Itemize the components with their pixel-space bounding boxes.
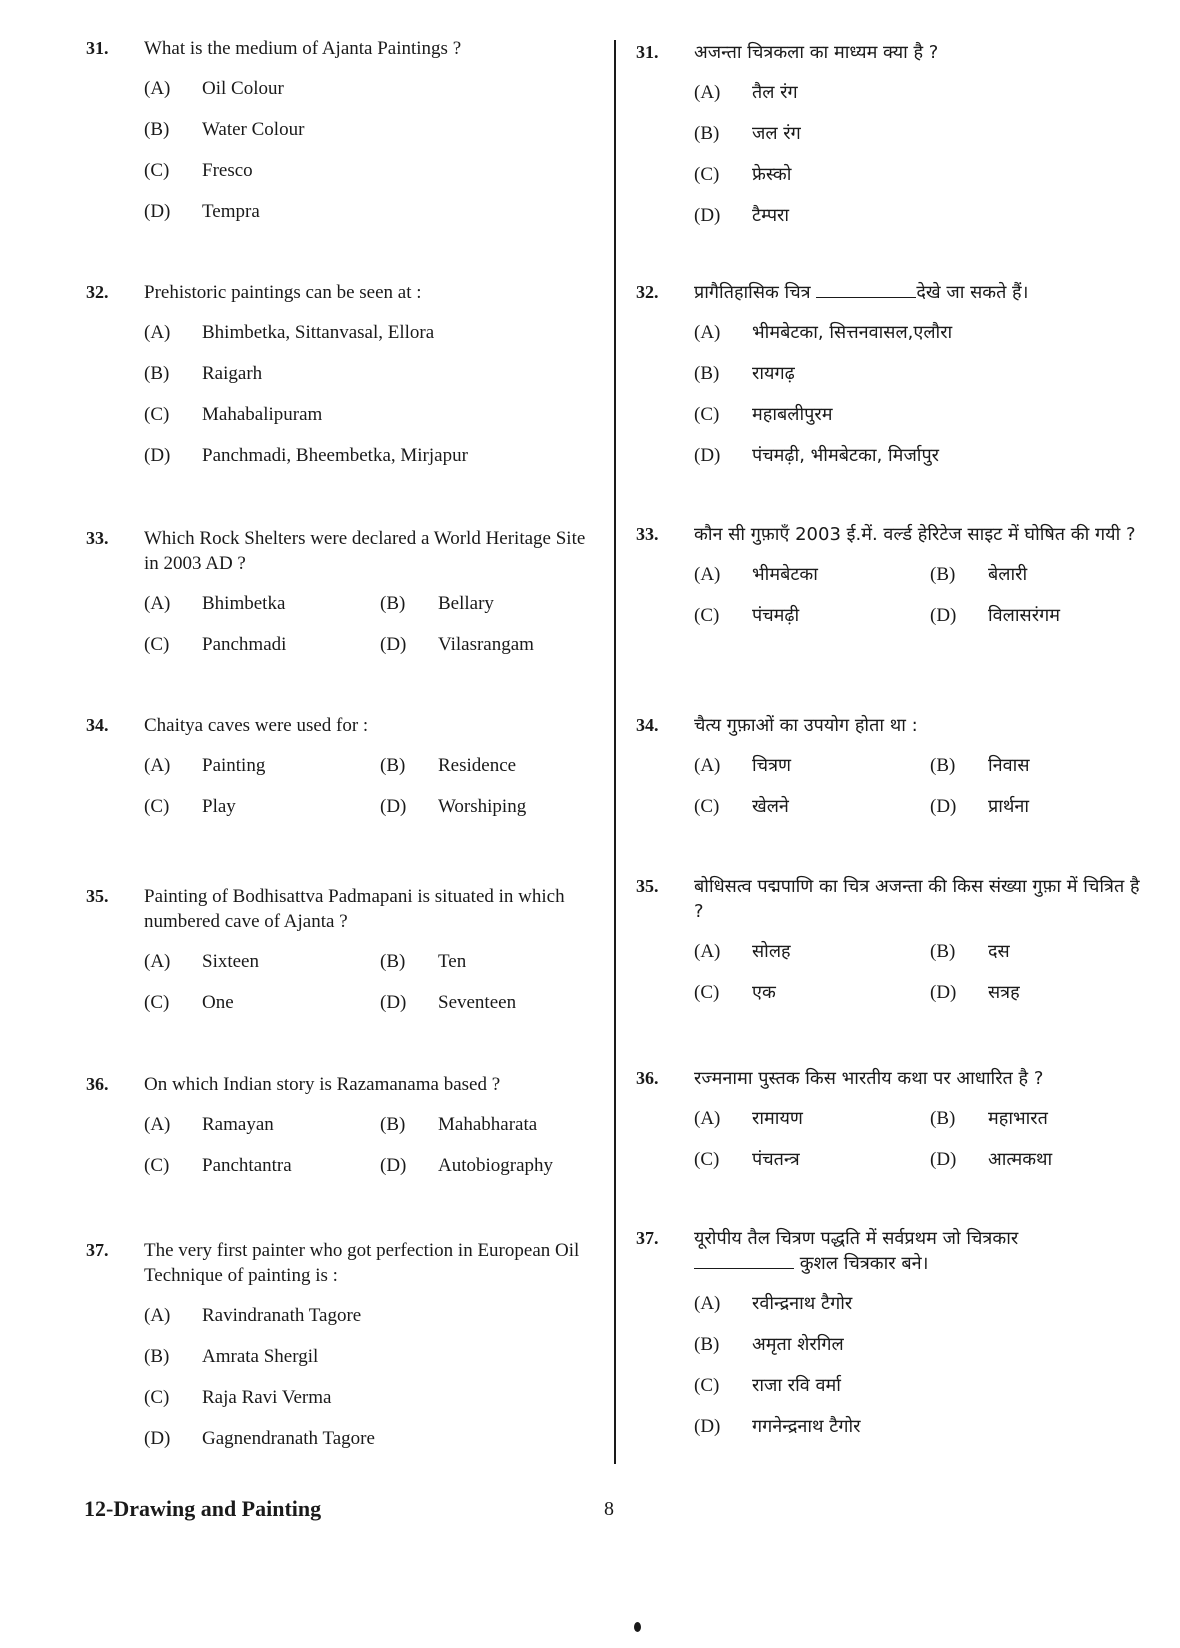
option-text: Play: [202, 796, 236, 817]
options-grid: [144, 949, 602, 1015]
question-31-en: [86, 36, 602, 240]
option-text: Panchtantra: [202, 1155, 292, 1176]
option-label: (C): [694, 404, 720, 425]
question-number: 36.: [636, 1068, 659, 1088]
question-number: 35.: [86, 886, 109, 906]
question-34-en: [86, 713, 602, 835]
option-text: एक: [752, 982, 776, 1003]
question-32-en: [86, 280, 602, 484]
option-text: Panchmadi, Bheembetka, Mirjapur: [202, 445, 468, 466]
option-text: रवीन्द्रनाथ टैगोर: [752, 1293, 853, 1314]
option-text: भीमबेटका, सित्तनवासल,एलौरा: [752, 322, 953, 343]
option-b: [694, 1332, 1152, 1357]
option-label: (A): [694, 941, 721, 962]
option-b: [144, 361, 602, 386]
question-text: Painting of Bodhisattva Padmapani is situated in which numbered cave of Ajanta ?: [144, 886, 565, 932]
option-label: (C): [144, 1155, 170, 1176]
question-text: रज्मनामा पुस्तक किस भारतीय कथा पर आधारित है ?: [694, 1068, 1044, 1089]
option-label: (A): [694, 564, 721, 585]
option-text: टैम्परा: [752, 205, 790, 226]
option-text: तैल रंग: [752, 82, 798, 103]
option-label: (B): [930, 755, 956, 776]
option-label: (A): [144, 322, 171, 343]
question-33-en: [86, 526, 602, 673]
options-list: [694, 320, 1152, 468]
options-row: [144, 1112, 602, 1137]
options-row: [144, 1153, 602, 1178]
options-list: [144, 320, 602, 468]
option-text: सोलह: [752, 941, 791, 962]
question-number: 34.: [86, 715, 109, 735]
option-label: (B): [930, 564, 956, 585]
option-d: [144, 199, 602, 224]
option-d: [144, 443, 602, 468]
footer-subject: 12-Drawing and Painting: [84, 1496, 322, 1521]
option-label: (A): [144, 78, 171, 99]
option-text: Ravindranath Tagore: [202, 1305, 362, 1326]
option-label: (D): [380, 796, 407, 817]
option-text: बेलारी: [988, 564, 1028, 585]
options-row: [694, 1147, 1152, 1172]
option-text: Water Colour: [202, 119, 305, 140]
option-label: (A): [144, 1305, 171, 1326]
question-text-before-blank: प्रागैतिहासिक चित्र: [694, 282, 811, 303]
option-label: (B): [694, 1334, 720, 1355]
question-number: 37.: [636, 1228, 659, 1248]
question-text: चैत्य गुफ़ाओं का उपयोग होता था :: [694, 715, 918, 736]
option-label: (C): [144, 796, 170, 817]
option-label: (A): [144, 755, 171, 776]
option-label: (B): [144, 119, 170, 140]
question-text-after-blank: देखे जा सकते हैं।: [916, 282, 1029, 303]
question-text: अजन्ता चित्रकला का माध्यम क्या है ?: [694, 42, 939, 63]
option-label: (B): [930, 1108, 956, 1129]
question-text: बोधिसत्व पद्मपाणि का चित्र अजन्ता की किस संख्या गुफ़ा में चित्रित है ?: [694, 876, 1140, 922]
question-text-after-blank: कुशल चित्रकार बने।: [799, 1253, 929, 1274]
option-label: (D): [380, 992, 407, 1013]
options-grid: [694, 562, 1152, 628]
option-label: (C): [144, 160, 170, 181]
question-text: The very first painter who got perfection in European Oil Technique of painting is :: [144, 1240, 580, 1286]
option-label: (C): [144, 992, 170, 1013]
option-label: (C): [144, 1387, 170, 1408]
option-text: Seventeen: [438, 992, 517, 1013]
option-label: (C): [694, 796, 720, 817]
option-c: [694, 162, 1152, 187]
option-a: [694, 80, 1152, 105]
option-label: (D): [694, 205, 721, 226]
option-label: (D): [144, 201, 171, 222]
option-d: [694, 203, 1152, 228]
option-label: (C): [694, 1149, 720, 1170]
option-text: दस: [988, 941, 1010, 962]
question-number: 33.: [86, 528, 109, 548]
option-label: (A): [694, 755, 721, 776]
option-text: विलासरंगम: [988, 605, 1060, 626]
option-label: (D): [380, 634, 407, 655]
question-35-en: [86, 884, 602, 1031]
option-c: [694, 1373, 1152, 1398]
option-label: (D): [930, 1149, 957, 1170]
option-text: Vilasrangam: [438, 634, 534, 655]
scan-mark-dot: [634, 1622, 641, 1632]
question-text-line-1: यूरोपीय तैल चित्रण पद्धति में सर्वप्रथम जो चित्रकार: [694, 1228, 1019, 1249]
option-a: [144, 76, 602, 101]
option-c: [694, 402, 1152, 427]
option-text: पंचतन्त्र: [752, 1149, 800, 1170]
options-grid: [694, 939, 1152, 1005]
question-number: 35.: [636, 876, 659, 896]
option-label: (A): [144, 951, 171, 972]
option-text: Bellary: [438, 593, 494, 614]
option-text: फ्रेस्को: [752, 164, 792, 185]
option-text: Gagnendranath Tagore: [202, 1428, 375, 1449]
option-label: (D): [144, 1428, 171, 1449]
option-text: चित्रण: [752, 755, 792, 776]
option-text: Raja Ravi Verma: [202, 1387, 332, 1408]
option-text: रायगढ़: [752, 363, 795, 384]
option-text: Sixteen: [202, 951, 259, 972]
option-text: Autobiography: [438, 1155, 554, 1176]
option-text: अमृता शेरगिल: [752, 1334, 844, 1355]
option-text: One: [202, 992, 234, 1013]
column-divider: [614, 40, 616, 1464]
question-text: What is the medium of Ajanta Paintings ?: [144, 38, 462, 59]
question-34-hi: [636, 713, 1152, 835]
option-text: आत्मकथा: [988, 1149, 1053, 1170]
option-a: [144, 320, 602, 345]
options-grid: [694, 753, 1152, 819]
option-label: (D): [380, 1155, 407, 1176]
option-text: Mahabharata: [438, 1114, 538, 1135]
option-d: [694, 443, 1152, 468]
option-label: (C): [694, 164, 720, 185]
options-row: [694, 794, 1152, 819]
option-text: Residence: [438, 755, 517, 776]
option-b: [144, 1344, 602, 1369]
question-text: कौन सी गुफ़ाएँ 2003 ई.में. वर्ल्ड हेरिटेज साइट में घोषित की गयी ?: [694, 524, 1136, 545]
options-grid: [694, 1106, 1152, 1172]
option-text: Amrata Shergil: [202, 1346, 319, 1367]
option-text: पंचमढ़ी, भीमबेटका, मिर्जापुर: [752, 445, 940, 466]
question-36-hi: [636, 1066, 1152, 1188]
option-text: राजा रवि वर्मा: [752, 1375, 841, 1396]
option-text: Fresco: [202, 160, 253, 181]
question-text: On which Indian story is Razamanama based ?: [144, 1074, 501, 1095]
option-text: गगनेन्द्रनाथ टैगोर: [752, 1416, 861, 1437]
question-number: 37.: [86, 1240, 109, 1260]
options-row: [144, 632, 602, 657]
option-label: (A): [694, 322, 721, 343]
options-row: [694, 562, 1152, 587]
option-text: Tempra: [202, 201, 260, 222]
option-c: [144, 158, 602, 183]
option-label: (B): [144, 1346, 170, 1367]
options-row: [144, 753, 602, 778]
answer-blank: [694, 1252, 794, 1269]
option-text: भीमबेटका: [752, 564, 818, 585]
option-text: रामायण: [752, 1108, 803, 1129]
option-text: जल रंग: [752, 123, 801, 144]
option-a: [694, 320, 1152, 345]
option-text: Bhimbetka, Sittanvasal, Ellora: [202, 322, 435, 343]
question-number: 34.: [636, 715, 659, 735]
option-label: (C): [694, 982, 720, 1003]
question-37-hi: [636, 1226, 1152, 1455]
options-grid: [144, 1112, 602, 1178]
option-text: Painting: [202, 755, 266, 776]
question-number: 31.: [636, 42, 659, 62]
option-text: Bhimbetka: [202, 593, 286, 614]
options-list: [144, 1303, 602, 1451]
option-label: (B): [144, 363, 170, 384]
option-label: (A): [694, 1108, 721, 1129]
option-a: [144, 1303, 602, 1328]
options-list: [694, 1291, 1152, 1439]
question-31-hi: [636, 40, 1152, 244]
question-text: Prehistoric paintings can be seen at :: [144, 282, 422, 303]
question-32-hi: [636, 280, 1152, 484]
option-label: (C): [144, 634, 170, 655]
option-text: महाबलीपुरम: [752, 404, 833, 425]
question-text: Chaitya caves were used for :: [144, 715, 369, 736]
option-label: (D): [930, 796, 957, 817]
option-label: (C): [694, 1375, 720, 1396]
option-label: (A): [144, 593, 171, 614]
option-label: (A): [694, 1293, 721, 1314]
option-label: (D): [694, 445, 721, 466]
options-grid: [144, 753, 602, 819]
option-d: [694, 1414, 1152, 1439]
option-text: Raigarh: [202, 363, 263, 384]
option-text: Oil Colour: [202, 78, 284, 99]
question-number: 31.: [86, 38, 109, 58]
option-label: (B): [380, 951, 406, 972]
option-b: [694, 121, 1152, 146]
option-text: Ten: [438, 951, 467, 972]
option-text: खेलने: [752, 796, 789, 817]
options-row: [144, 949, 602, 974]
option-label: (B): [694, 363, 720, 384]
option-text: Panchmadi: [202, 634, 287, 655]
question-text: Which Rock Shelters were declared a World Heritage Site in 2003 AD ?: [144, 528, 586, 574]
option-text: सत्रह: [988, 982, 1020, 1003]
options-row: [144, 794, 602, 819]
options-row: [694, 603, 1152, 628]
question-number: 32.: [86, 282, 109, 302]
options-row: [144, 990, 602, 1015]
option-c: [144, 1385, 602, 1410]
option-label: (D): [144, 445, 171, 466]
question-number: 33.: [636, 524, 659, 544]
question-33-hi: [636, 522, 1152, 644]
option-label: (A): [694, 82, 721, 103]
question-36-en: [86, 1072, 602, 1194]
option-text: निवास: [988, 755, 1030, 776]
question-number: 32.: [636, 282, 659, 302]
option-a: [694, 1291, 1152, 1316]
option-label: (B): [694, 123, 720, 144]
option-text: प्रार्थना: [988, 796, 1030, 817]
option-text: पंचमढ़ी: [752, 605, 800, 626]
question-number: 36.: [86, 1074, 109, 1094]
option-b: [144, 117, 602, 142]
option-c: [144, 402, 602, 427]
option-text: Worshiping: [438, 796, 527, 817]
option-label: (D): [694, 1416, 721, 1437]
page-number: 8: [604, 1498, 614, 1520]
question-35-hi: [636, 874, 1152, 1021]
options-row: [694, 980, 1152, 1005]
answer-blank: [816, 281, 916, 298]
options-grid: [144, 591, 602, 657]
option-label: (B): [380, 755, 406, 776]
options-row: [144, 591, 602, 616]
option-label: (D): [930, 605, 957, 626]
option-d: [144, 1426, 602, 1451]
option-label: (D): [930, 982, 957, 1003]
question-37-en: [86, 1238, 602, 1467]
options-row: [694, 753, 1152, 778]
option-label: (B): [930, 941, 956, 962]
option-label: (A): [144, 1114, 171, 1135]
options-row: [694, 939, 1152, 964]
options-list: [694, 80, 1152, 228]
options-row: [694, 1106, 1152, 1131]
option-b: [694, 361, 1152, 386]
option-text: Mahabalipuram: [202, 404, 323, 425]
option-label: (B): [380, 593, 406, 614]
option-text: Ramayan: [202, 1114, 274, 1135]
option-text: महाभारत: [988, 1108, 1048, 1129]
option-label: (C): [694, 605, 720, 626]
option-label: (C): [144, 404, 170, 425]
question-text: [694, 1226, 1152, 1276]
option-label: (B): [380, 1114, 406, 1135]
options-list: [144, 76, 602, 224]
question-text: [694, 280, 1152, 305]
